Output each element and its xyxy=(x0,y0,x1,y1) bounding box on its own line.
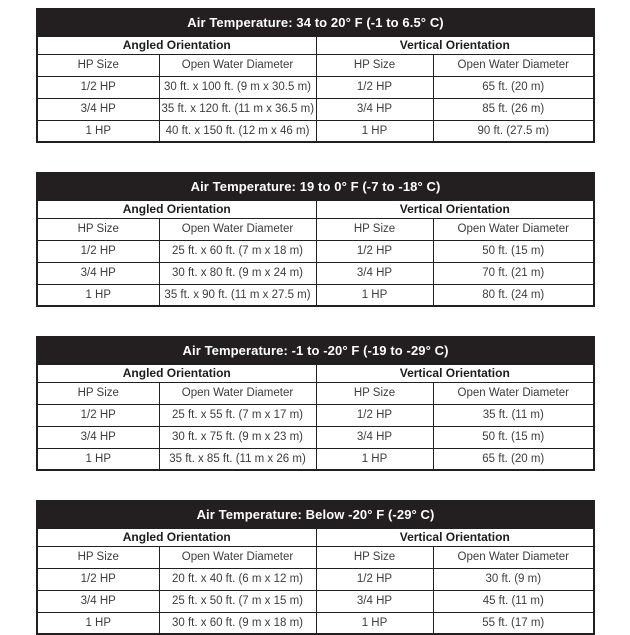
hp-size-column-header: HP Size xyxy=(37,546,159,568)
table-row xyxy=(37,568,594,590)
open-water-cell: 65 ft. (20 m) xyxy=(433,448,594,470)
column-header-row xyxy=(37,54,594,76)
hp-size-cell: 1/2 HP xyxy=(37,568,159,590)
orientation-header-row xyxy=(37,200,594,218)
table-title: Air Temperature: 19 to 0° F (-7 to -18° C) xyxy=(37,173,594,200)
hp-size-column-header: HP Size xyxy=(37,218,159,240)
hp-size-column-header: HP Size xyxy=(37,54,159,76)
vertical-orientation-header: Vertical Orientation xyxy=(316,364,594,382)
open-water-cell: 85 ft. (26 m) xyxy=(433,98,594,120)
hp-size-cell: 3/4 HP xyxy=(37,98,159,120)
open-water-diameter-column-header: Open Water Diameter xyxy=(159,546,316,568)
table-row xyxy=(37,404,594,426)
hp-size-cell: 1/2 HP xyxy=(316,568,433,590)
table-row xyxy=(37,262,594,284)
title-row xyxy=(37,173,594,200)
air-temp-table-neg1-to-neg20f xyxy=(36,336,595,471)
open-water-cell: 30 ft. x 100 ft. (9 m x 30.5 m) xyxy=(159,76,316,98)
open-water-cell: 65 ft. (20 m) xyxy=(433,76,594,98)
hp-size-cell: 1 HP xyxy=(316,284,433,306)
open-water-cell: 80 ft. (24 m) xyxy=(433,284,594,306)
vertical-orientation-header: Vertical Orientation xyxy=(316,36,594,54)
orientation-header-row xyxy=(37,364,594,382)
table-title: Air Temperature: -1 to -20° F (-19 to -29° C) xyxy=(37,337,594,364)
open-water-cell: 50 ft. (15 m) xyxy=(433,240,594,262)
hp-size-cell: 3/4 HP xyxy=(316,262,433,284)
vertical-orientation-header: Vertical Orientation xyxy=(316,528,594,546)
open-water-cell: 30 ft. x 60 ft. (9 m x 18 m) xyxy=(159,612,316,634)
open-water-cell: 25 ft. x 50 ft. (7 m x 15 m) xyxy=(159,590,316,612)
angled-orientation-header: Angled Orientation xyxy=(37,364,316,382)
angled-orientation-header: Angled Orientation xyxy=(37,36,316,54)
column-header-row xyxy=(37,382,594,404)
open-water-cell: 55 ft. (17 m) xyxy=(433,612,594,634)
open-water-diameter-column-header: Open Water Diameter xyxy=(433,54,594,76)
table-row xyxy=(37,612,594,634)
open-water-cell: 35 ft. x 120 ft. (11 m x 36.5 m) xyxy=(159,98,316,120)
open-water-cell: 30 ft. x 75 ft. (9 m x 23 m) xyxy=(159,426,316,448)
hp-size-cell: 1/2 HP xyxy=(316,404,433,426)
hp-size-column-header: HP Size xyxy=(316,382,433,404)
open-water-cell: 35 ft. (11 m) xyxy=(433,404,594,426)
hp-size-column-header: HP Size xyxy=(316,54,433,76)
open-water-diameter-column-header: Open Water Diameter xyxy=(433,218,594,240)
open-water-cell: 50 ft. (15 m) xyxy=(433,426,594,448)
air-temp-table-below-neg20f xyxy=(36,500,595,635)
open-water-cell: 25 ft. x 55 ft. (7 m x 17 m) xyxy=(159,404,316,426)
table-row xyxy=(37,240,594,262)
title-row xyxy=(37,337,594,364)
orientation-header-row xyxy=(37,528,594,546)
open-water-diameter-column-header: Open Water Diameter xyxy=(159,54,316,76)
open-water-cell: 30 ft. x 80 ft. (9 m x 24 m) xyxy=(159,262,316,284)
angled-orientation-header: Angled Orientation xyxy=(37,528,316,546)
open-water-cell: 30 ft. (9 m) xyxy=(433,568,594,590)
open-water-cell: 35 ft. x 90 ft. (11 m x 27.5 m) xyxy=(159,284,316,306)
hp-size-cell: 3/4 HP xyxy=(316,426,433,448)
table-row xyxy=(37,284,594,306)
hp-size-cell: 1/2 HP xyxy=(37,404,159,426)
hp-size-cell: 1/2 HP xyxy=(316,76,433,98)
open-water-cell: 40 ft. x 150 ft. (12 m x 46 m) xyxy=(159,120,316,142)
vertical-orientation-header: Vertical Orientation xyxy=(316,200,594,218)
table-title: Air Temperature: 34 to 20° F (-1 to 6.5° C) xyxy=(37,9,594,36)
open-water-cell: 90 ft. (27.5 m) xyxy=(433,120,594,142)
hp-size-column-header: HP Size xyxy=(37,382,159,404)
hp-size-cell: 3/4 HP xyxy=(316,98,433,120)
angled-orientation-header: Angled Orientation xyxy=(37,200,316,218)
hp-size-cell: 1 HP xyxy=(37,448,159,470)
open-water-diameter-column-header: Open Water Diameter xyxy=(159,382,316,404)
hp-size-column-header: HP Size xyxy=(316,546,433,568)
hp-size-cell: 3/4 HP xyxy=(37,426,159,448)
hp-size-cell: 1 HP xyxy=(37,120,159,142)
hp-size-cell: 1 HP xyxy=(316,612,433,634)
column-header-row xyxy=(37,546,594,568)
open-water-diameter-column-header: Open Water Diameter xyxy=(433,546,594,568)
open-water-cell: 35 ft. x 85 ft. (11 m x 26 m) xyxy=(159,448,316,470)
air-temp-table-34-to-20f xyxy=(36,8,595,143)
hp-size-cell: 1/2 HP xyxy=(37,76,159,98)
hp-size-cell: 1/2 HP xyxy=(316,240,433,262)
title-row xyxy=(37,501,594,528)
hp-size-cell: 3/4 HP xyxy=(37,590,159,612)
table-row xyxy=(37,590,594,612)
hp-size-cell: 1 HP xyxy=(37,612,159,634)
hp-size-cell: 1 HP xyxy=(316,120,433,142)
orientation-header-row xyxy=(37,36,594,54)
hp-size-cell: 3/4 HP xyxy=(37,262,159,284)
hp-size-cell: 1/2 HP xyxy=(37,240,159,262)
open-water-cell: 25 ft. x 60 ft. (7 m x 18 m) xyxy=(159,240,316,262)
air-temp-table-19-to-0f xyxy=(36,172,595,307)
open-water-cell: 70 ft. (21 m) xyxy=(433,262,594,284)
title-row xyxy=(37,9,594,36)
open-water-diameter-column-header: Open Water Diameter xyxy=(159,218,316,240)
table-row xyxy=(37,448,594,470)
hp-size-column-header: HP Size xyxy=(316,218,433,240)
hp-size-cell: 3/4 HP xyxy=(316,590,433,612)
open-water-cell: 45 ft. (11 m) xyxy=(433,590,594,612)
table-row xyxy=(37,120,594,142)
table-row xyxy=(37,426,594,448)
hp-size-cell: 1 HP xyxy=(37,284,159,306)
table-title: Air Temperature: Below -20° F (-29° C) xyxy=(37,501,594,528)
hp-size-cell: 1 HP xyxy=(316,448,433,470)
open-water-cell: 20 ft. x 40 ft. (6 m x 12 m) xyxy=(159,568,316,590)
table-row xyxy=(37,76,594,98)
open-water-diameter-column-header: Open Water Diameter xyxy=(433,382,594,404)
table-row xyxy=(37,98,594,120)
column-header-row xyxy=(37,218,594,240)
